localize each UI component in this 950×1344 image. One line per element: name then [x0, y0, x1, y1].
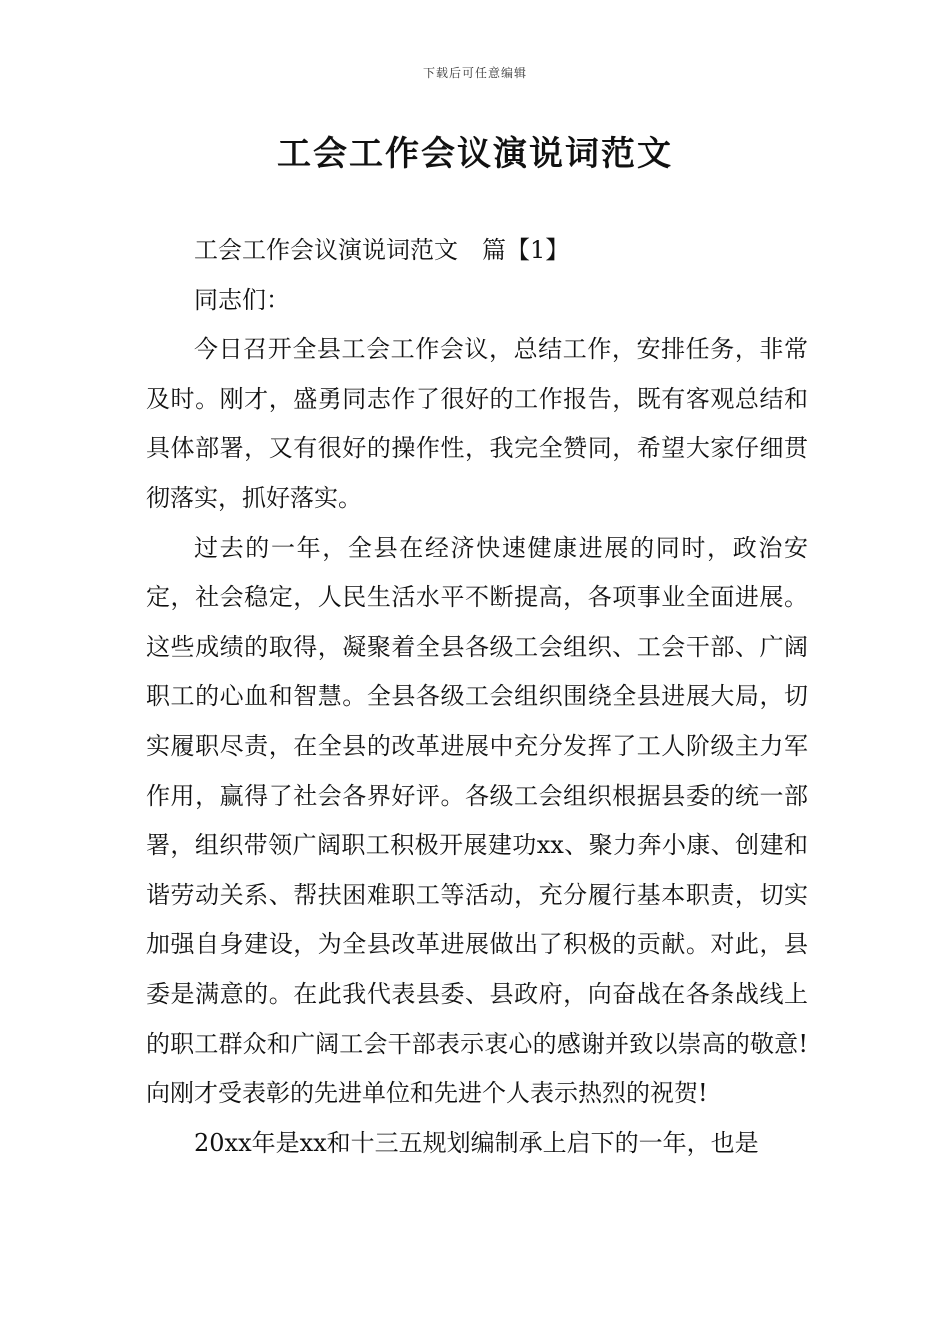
document-body [146, 226, 808, 1168]
section-heading-part: 篇【1】 [482, 236, 570, 264]
paragraph-1: 今日召开全县工会工作会议，总结工作，安排任务，非常及时。刚才，盛勇同志作了很好的工作报告，既有客观总结和具体部署，又有很好的操作性，我完全赞同，希望大家仔细贯彻落实，抓好落实。 [146, 335, 808, 512]
paragraph-2: 过去的一年，全县在经济快速健康进展的同时，政治安定，社会稳定，人民生活水平不断提高，各项事业全面进展。这些成绩的取得，凝聚着全县各级工会组织、工会干部、广阔职工的心血和智慧。全县各级工会组织围绕全县进展大局，切实履职尽责，在全县的改革进展中充分发挥了工人阶级主力军作用，赢得了社会各界好评。各级工会组织根据县委的统一部署，组织带领广阔职工积极开展建功xx、聚力奔小康、创建和谐劳动关系、帮扶困难职工等活动，充分履行基本职责，切实加强自身建设，为全县改革进展做出了积极的贡献。对此，县委是满意的。在此我代表县委、县政府，向奋战在各条战线上的职工群众和广阔工会干部表示衷心的感谢并致以崇高的敬意!向刚才受表彰的先进单位和先进个人表示热烈的祝贺! [146, 533, 808, 1108]
document-title: 工会工作会议演说词范文 [277, 134, 673, 174]
header-note: 下载后可任意编辑 [422, 66, 527, 80]
salutation: 同志们： [194, 285, 290, 314]
paragraph-3: 20xx年是xx和十三五规划编制承上启下的一年，也是 [194, 1128, 759, 1157]
section-heading-text: 工会工作会议演说词范文 [194, 236, 458, 264]
section-heading [146, 226, 808, 276]
